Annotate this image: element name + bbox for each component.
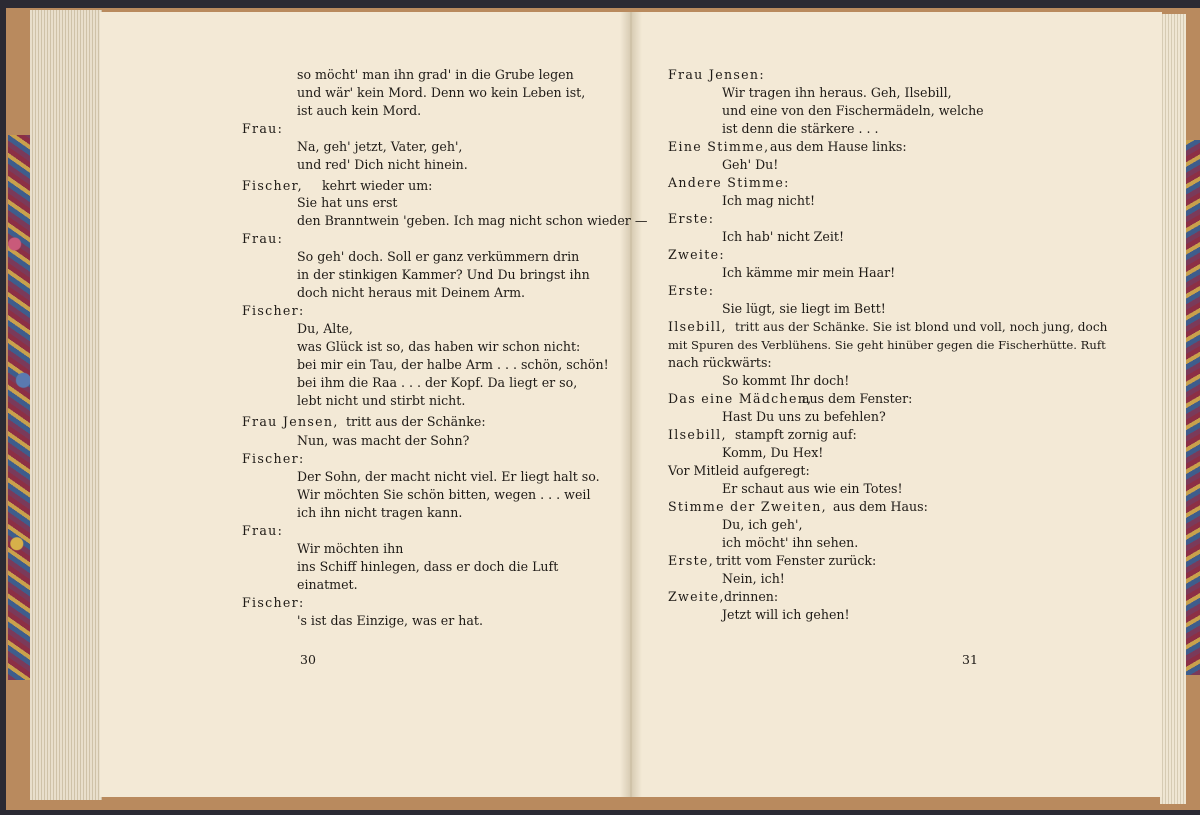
speaker-label: Fischer: bbox=[242, 595, 305, 610]
speaker-label: Fischer: bbox=[242, 451, 305, 466]
text-line: und eine von den Fischermädeln, welche bbox=[722, 103, 984, 118]
text-line: und wär' kein Mord. Denn wo kein Leben ist, bbox=[297, 85, 586, 100]
speaker-label: Frau: bbox=[242, 121, 284, 136]
speaker-label: Frau: bbox=[242, 231, 284, 246]
text-line: Wir möchten ihn bbox=[297, 541, 404, 556]
text-line: Du, Alte, bbox=[297, 321, 353, 336]
text-line: Er schaut aus wie ein Totes! bbox=[722, 481, 903, 496]
text-line: lebt nicht und stirbt nicht. bbox=[297, 393, 466, 408]
stage-direction: aus dem Hause links: bbox=[770, 139, 907, 154]
text-line: Nein, ich! bbox=[722, 571, 785, 586]
stage-direction: aus dem Haus: bbox=[833, 499, 928, 514]
text-line: So geh' doch. Soll er ganz verkümmern drin bbox=[297, 249, 580, 264]
speaker-label: Frau Jensen: bbox=[668, 67, 765, 82]
text-line: Jetzt will ich gehen! bbox=[722, 607, 850, 622]
text-line: Ich mag nicht! bbox=[722, 193, 816, 208]
stage-direction: drinnen: bbox=[724, 589, 779, 604]
speaker-label: Eine Stimme, bbox=[668, 139, 770, 154]
text-line: ins Schiff hinlegen, dass er doch die Luft bbox=[297, 559, 559, 574]
text-line: ich ihn nicht tragen kann. bbox=[297, 505, 463, 520]
speaker-label: Zweite, bbox=[668, 589, 725, 604]
stage-direction: tritt aus der Schänke: bbox=[346, 414, 486, 429]
text-line: Hast Du uns zu befehlen? bbox=[722, 409, 886, 424]
stage-direction: stampft zornig auf: bbox=[735, 427, 857, 442]
stage-direction: tritt aus der Schänke. Sie ist blond und voll, noch jung, doch bbox=[735, 320, 1108, 334]
text-line: in der stinkigen Kammer? Und Du bringst ihn bbox=[297, 267, 590, 282]
text-line: doch nicht heraus mit Deinem Arm. bbox=[297, 285, 526, 300]
speaker-label: Frau Jensen, bbox=[242, 414, 339, 429]
speaker-label: Frau: bbox=[242, 523, 284, 538]
text-line: Nun, was macht der Sohn? bbox=[297, 433, 470, 448]
text-line: bei mir ein Tau, der halbe Arm . . . schön, schön! bbox=[297, 357, 609, 372]
speaker-label: Fischer: bbox=[242, 303, 305, 318]
text-line: einatmet. bbox=[297, 577, 358, 592]
text-line: ich möcht' ihn sehen. bbox=[722, 535, 859, 550]
page-stack-edge-right bbox=[1160, 14, 1186, 804]
speaker-label: Das eine Mädchen, bbox=[668, 391, 813, 406]
text-line: so möcht' man ihn grad' in die Grube legen bbox=[297, 67, 574, 82]
text-line: So kommt Ihr doch! bbox=[722, 373, 850, 388]
text-line: und red' Dich nicht hinein. bbox=[297, 157, 468, 172]
text-line: was Glück ist so, das haben wir schon nicht: bbox=[297, 339, 581, 354]
text-line: Sie lügt, sie liegt im Bett! bbox=[722, 301, 886, 316]
text-line: Na, geh' jetzt, Vater, geh', bbox=[297, 139, 463, 154]
stage-direction: aus dem Fenster: bbox=[802, 391, 913, 406]
stage-direction: Vor Mitleid aufgeregt: bbox=[668, 463, 810, 478]
text-line: Geh' Du! bbox=[722, 157, 779, 172]
text-line: bei ihm die Raa . . . der Kopf. Da liegt er so, bbox=[297, 375, 578, 390]
speaker-label: Erste: bbox=[668, 283, 715, 298]
text-line: Sie hat uns erst bbox=[297, 195, 398, 210]
speaker-label: Ilsebill, bbox=[668, 427, 727, 442]
text-line: Wir tragen ihn heraus. Geh, Ilsebill, bbox=[722, 85, 952, 100]
marbled-cover-edge-left bbox=[8, 135, 30, 680]
marbled-cover-edge-right bbox=[1186, 140, 1200, 675]
page-stack-edge-left bbox=[30, 10, 102, 800]
text-line: Wir möchten Sie schön bitten, wegen . . . weil bbox=[297, 487, 591, 502]
speaker-label: Zweite: bbox=[668, 247, 725, 262]
text-line: Komm, Du Hex! bbox=[722, 445, 824, 460]
page-number-left: 30 bbox=[300, 652, 316, 667]
speaker-label: Andere Stimme: bbox=[668, 175, 790, 190]
speaker-label: Fischer, bbox=[242, 178, 303, 193]
text-line: 's ist das Einzige, was er hat. bbox=[297, 613, 483, 628]
text-line: Ich kämme mir mein Haar! bbox=[722, 265, 896, 280]
stage-direction: nach rückwärts: bbox=[668, 355, 772, 370]
text-line: ist auch kein Mord. bbox=[297, 103, 422, 118]
stage-direction: kehrt wieder um: bbox=[322, 178, 433, 193]
speaker-label: Erste: bbox=[668, 211, 715, 226]
page-number-right: 31 bbox=[962, 652, 978, 667]
text-line: den Branntwein 'geben. Ich mag nicht schon wieder — bbox=[297, 213, 648, 228]
text-line: Du, ich geh', bbox=[722, 517, 803, 532]
text-line: Der Sohn, der macht nicht viel. Er liegt halt so. bbox=[297, 469, 600, 484]
stage-direction: mit Spuren des Verblühens. Sie geht hinüber gegen die Fischerhütte. Ruft bbox=[668, 338, 1106, 352]
speaker-label: Stimme der Zweiten, bbox=[668, 499, 827, 514]
stage-direction: tritt vom Fenster zurück: bbox=[716, 553, 877, 568]
text-line: ist denn die stärkere . . . bbox=[722, 121, 879, 136]
speaker-label: Ilsebill, bbox=[668, 319, 727, 334]
text-line: Ich hab' nicht Zeit! bbox=[722, 229, 845, 244]
book-gutter bbox=[620, 12, 642, 797]
speaker-label: Erste, bbox=[668, 553, 714, 568]
